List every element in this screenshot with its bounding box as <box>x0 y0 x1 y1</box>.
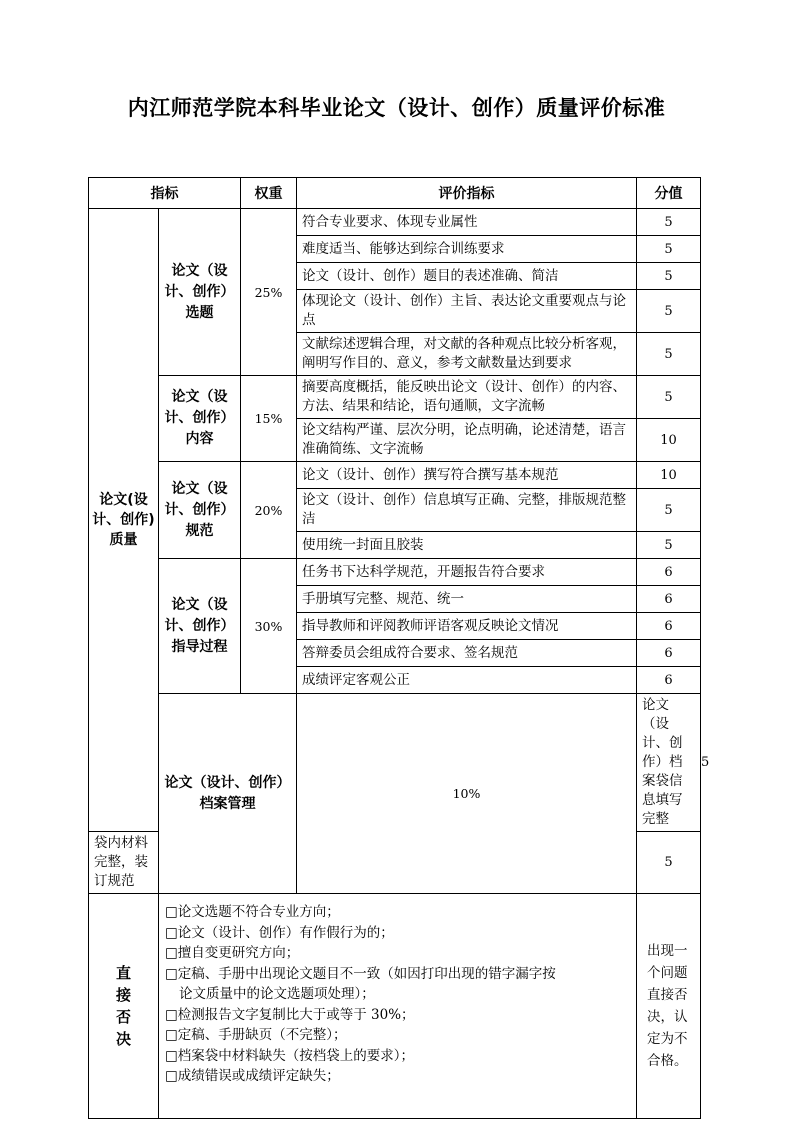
criterion-text: 任务书下达科学规范，开题报告符合要求 <box>297 559 637 586</box>
criterion-score: 5 <box>637 209 701 236</box>
group-guidance: 论文（设计、创作）指导过程 <box>159 559 241 694</box>
criterion-score: 6 <box>637 640 701 667</box>
criterion-score: 5 <box>637 532 701 559</box>
criterion-score: 5 <box>637 263 701 290</box>
criterion-score: 6 <box>637 559 701 586</box>
criterion-text: 指导教师和评阅教师评语客观反映论文情况 <box>297 613 637 640</box>
page-title: 内江师范学院本科毕业论文（设计、创作）质量评价标准 <box>127 96 666 120</box>
table-row <box>89 209 701 236</box>
criterion-text: 袋内材料完整，装订规范 <box>89 832 159 894</box>
criterion-score: 5 <box>637 832 701 894</box>
header-indicator: 指标 <box>89 178 241 209</box>
veto-condition: □论文选题不符合专业方向； <box>165 904 340 920</box>
criterion-text: 使用统一封面且胶装 <box>297 532 637 559</box>
criterion-text: 难度适当、能够达到综合训练要求 <box>297 236 637 263</box>
criterion-score: 6 <box>637 586 701 613</box>
criterion-score: 5 <box>637 236 701 263</box>
group-content: 论文（设计、创作）内容 <box>159 376 241 462</box>
weight-topic: 25% <box>241 209 297 376</box>
group-format: 论文（设计、创作）规范 <box>159 462 241 559</box>
criterion-text: 论文结构严谨、层次分明，论点明确，论述清楚，语言准确简练、文字流畅 <box>297 419 637 462</box>
criterion-score: 5 <box>637 290 701 333</box>
veto-condition: 论文质量中的论文选题项处理）； <box>179 986 375 1002</box>
criterion-text: 摘要高度概括，能反映出论文（设计、创作）的内容、方法、结果和结论，语句通顺，文字流畅 <box>297 376 637 419</box>
group-topic: 论文（设计、创作）选题 <box>159 209 241 376</box>
header-weight: 权重 <box>241 178 297 209</box>
veto-label <box>89 894 159 1119</box>
table-header-row <box>89 178 701 209</box>
criterion-text: 论文（设计、创作）撰写符合撰写基本规范 <box>297 462 637 489</box>
veto-condition: □擅自变更研究方向； <box>165 945 300 961</box>
criterion-text: 答辩委员会组成符合要求、签名规范 <box>297 640 637 667</box>
veto-conditions <box>159 894 637 1119</box>
criterion-text: 论文（设计、创作）档案袋信息填写完整 <box>637 694 701 832</box>
veto-row <box>89 894 701 1119</box>
group-archive: 论文（设计、创作）档案管理 <box>159 694 297 894</box>
weight-format: 20% <box>241 462 297 559</box>
criterion-text: 文献综述逻辑合理，对文献的各种观点比较分析客观，阐明写作目的、意义，参考文献数量达到要求 <box>297 333 637 376</box>
criterion-score: 6 <box>637 667 701 694</box>
criterion-score: 5 <box>637 376 701 419</box>
weight-content: 15% <box>241 376 297 462</box>
category-quality: 论文(设计、创作)质量 <box>89 209 159 832</box>
weight-archive: 10% <box>297 694 637 894</box>
veto-condition: □档案袋中材料缺失（按档袋上的要求）； <box>165 1047 415 1064</box>
veto-label-text: 直接否决 <box>115 964 131 1048</box>
criterion-score: 5 <box>637 333 701 376</box>
header-score: 分值 <box>637 178 701 209</box>
criterion-text: 成绩评定客观公正 <box>297 667 637 694</box>
table-row: 论文（设计、创作）档案管理 10% 论文（设计、创作）档案袋信息填写完整 5 <box>89 694 701 832</box>
header-criteria: 评价指标 <box>297 178 637 209</box>
table-row <box>89 462 701 489</box>
table-row <box>89 559 701 586</box>
criterion-score: 5 <box>637 489 701 532</box>
criterion-text: 论文（设计、创作）信息填写正确、完整，排版规范整洁 <box>297 489 637 532</box>
criterion-text: 论文（设计、创作）题目的表述准确、简洁 <box>297 263 637 290</box>
veto-condition: □定稿、手册中出现论文题目不一致（如因打印出现的错字漏字按 <box>165 965 556 982</box>
veto-condition: □检测报告文字复制比大于或等于 30%； <box>165 1006 415 1023</box>
criterion-score: 6 <box>637 613 701 640</box>
evaluation-table <box>88 177 710 1119</box>
veto-condition: □定稿、手册缺页（不完整）； <box>165 1027 347 1043</box>
criterion-score: 10 <box>637 419 701 462</box>
criterion-text: 体现论文（设计、创作）主旨、表达论文重要观点与论点 <box>297 290 637 333</box>
table-row <box>89 376 701 419</box>
weight-guidance: 30% <box>241 559 297 694</box>
criterion-text: 符合专业要求、体现专业属性 <box>297 209 637 236</box>
veto-condition: □论文（设计、创作）有作假行为的； <box>165 924 394 941</box>
criterion-score: 10 <box>637 462 701 489</box>
veto-condition: □成绩错误或成绩评定缺失； <box>165 1068 340 1084</box>
criterion-text: 手册填写完整、规范、统一 <box>297 586 637 613</box>
veto-result: 出现一个问题直接否决，认定为不合格。 <box>637 894 701 1119</box>
